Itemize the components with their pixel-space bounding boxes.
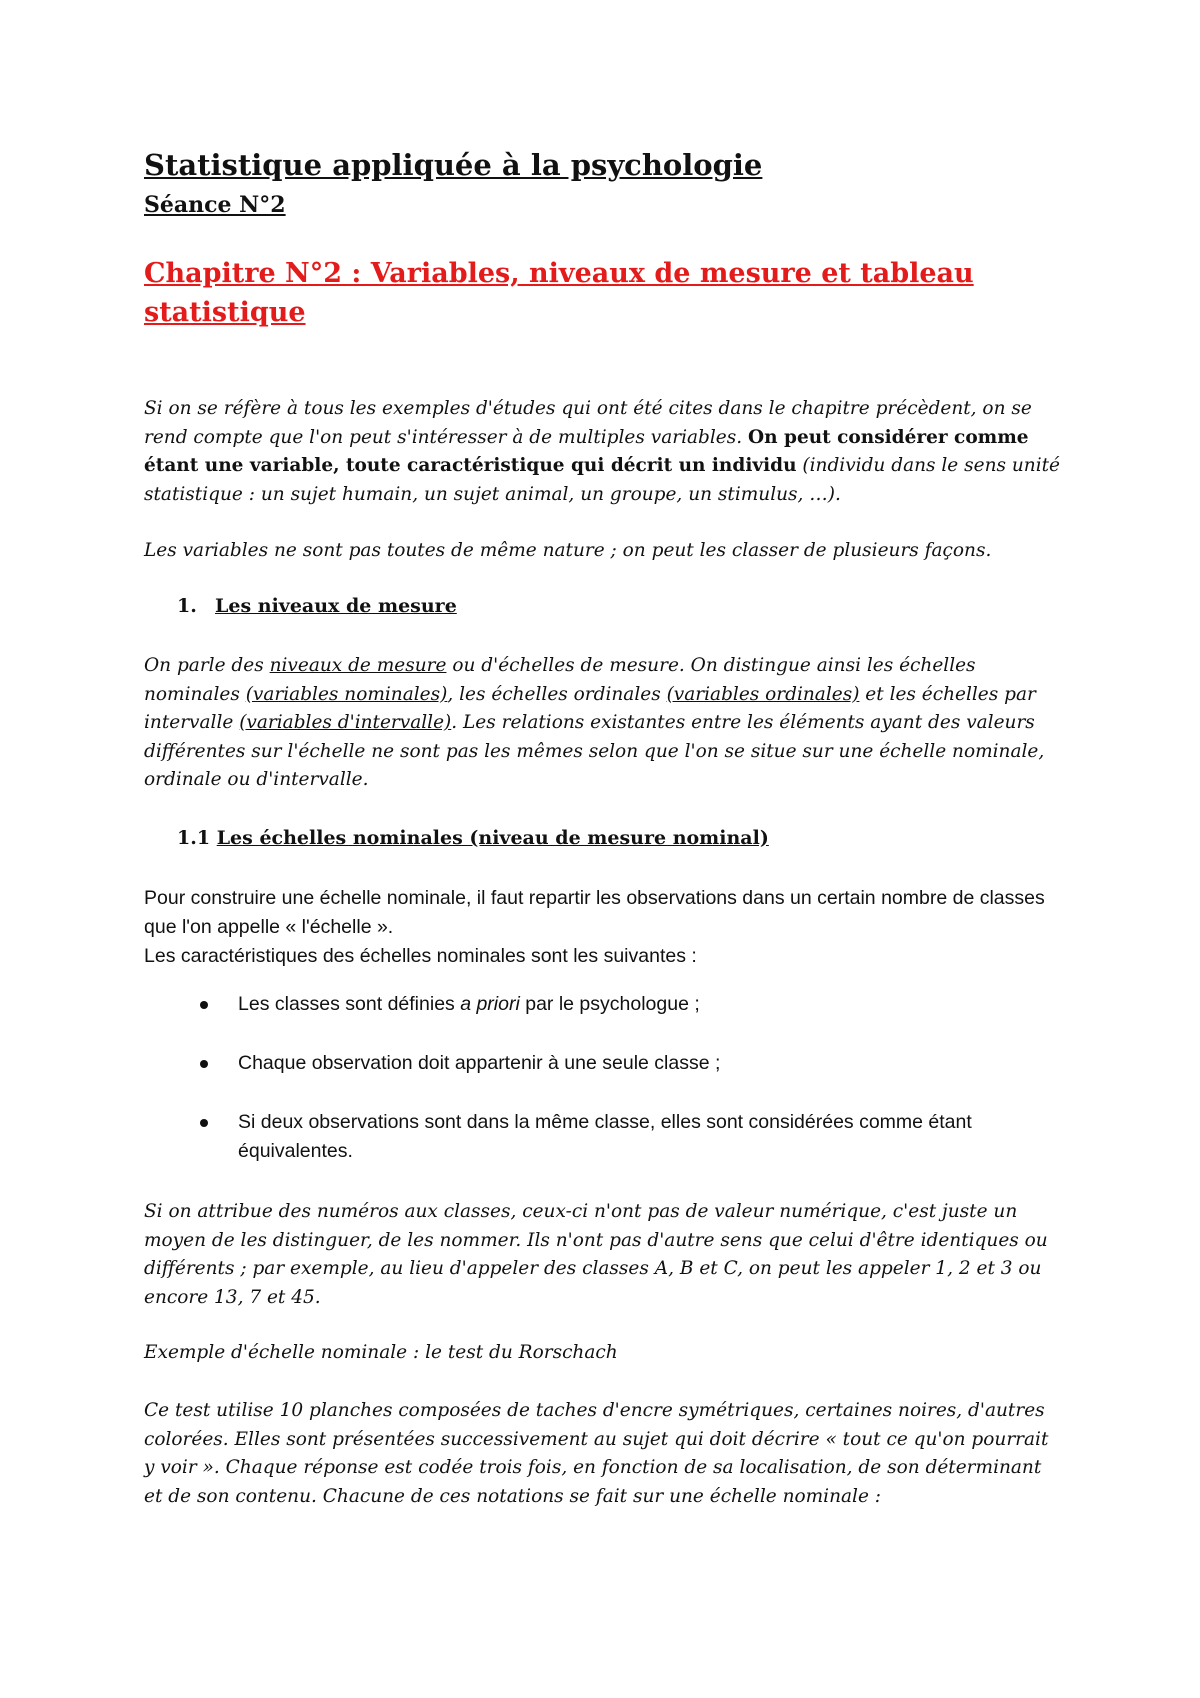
- section-1-number: 1.: [177, 595, 197, 617]
- characteristics-list: [200, 990, 1060, 1196]
- variable-definition: On peut considérer comme étant une variable, toute caractéristique qui décrit un individu: [144, 426, 1029, 476]
- list-item: [200, 1049, 1060, 1078]
- section-1-1-heading: [177, 827, 769, 849]
- bullet-icon: [200, 1060, 208, 1068]
- rorschach-example-heading: Exemple d'échelle nominale : le test du Rorschach: [144, 1342, 618, 1363]
- document-title: Statistique appliquée à la psychologie: [144, 148, 763, 182]
- nominal-term: (variables nominales): [245, 683, 448, 705]
- measurement-levels-paragraph: [144, 652, 1064, 795]
- levels-term: niveaux de mesure: [269, 655, 447, 676]
- text: On parle des: [144, 655, 270, 676]
- text: Les classes sont définies: [238, 993, 461, 1015]
- variables-nature-paragraph: Les variables ne sont pas toutes de même nature ; on peut les classer de plusieurs façons.: [144, 540, 992, 561]
- section-1-1-label: Les échelles nominales (niveau de mesure nominal): [216, 827, 769, 849]
- chapter-title: Chapitre N°2 : Variables, niveaux de mesure et tableau statistique: [144, 258, 974, 328]
- rorschach-description: Ce test utilise 10 planches composées de taches d'encre symétriques, certaines noires, d'autres colorées. Elles sont présentées successivement au sujet qui doit décrire « tout ce qu'on pourrait y voir ». Chaque réponse est codée trois fois, en fonction de sa localisation, de son déterminant et de son contenu. Chacune de ces notations se fait sur une échelle nominale :: [144, 1400, 1049, 1507]
- section-1-1-number: 1.1: [177, 827, 211, 849]
- section-1-heading: [177, 595, 457, 617]
- section-1-label: Les niveaux de mesure: [215, 595, 457, 617]
- characteristics-text: Les caractéristiques des échelles nominales sont les suivantes :: [144, 945, 697, 967]
- text: ou d'échelles de mesure. On distingue ainsi les échelles nominales: [144, 655, 976, 705]
- list-item: [200, 990, 1060, 1019]
- text: , les échelles ordinales: [447, 683, 667, 705]
- text: par le psychologue ;: [519, 993, 700, 1015]
- nominal-scale-intro: [144, 884, 1064, 971]
- ordinal-term: (variables ordinales): [666, 683, 860, 705]
- intro-text-c: (individu dans le sens unité statistique : un sujet humain, un sujet animal, un groupe, un stimulus, …).: [144, 455, 1060, 505]
- class-numbers-paragraph: Si on attribue des numéros aux classes, ceux-ci n'ont pas de valeur numérique, c'est juste un moyen de les distinguer, de les nommer. Ils n'ont pas d'autre sens que celui d'être identiques ou différents ; par exemple, au lieu d'appeler des classes A, B et C, on peut les appeler 1, 2 et 3 ou encore 13, 7 et 45.: [144, 1201, 1048, 1308]
- intro-paragraph: [144, 395, 1064, 509]
- bullet-icon: [200, 1119, 208, 1127]
- interval-term: (variables d'intervalle): [239, 712, 452, 733]
- text: . Les relations existantes entre les éléments ayant des valeurs différentes sur l'échelle ne sont pas les mêmes selon que l'on se situe sur une échelle nominale, ordinale ou d'intervalle.: [144, 712, 1045, 790]
- text: et les échelles par intervalle: [144, 683, 1036, 733]
- construction-text: Pour construire une échelle nominale, il faut repartir les observations dans un certain nombre de classes que l'on appelle « l'échelle ».: [144, 887, 1045, 938]
- text: Chaque observation doit appartenir à une seule classe ;: [238, 1052, 721, 1074]
- session-number: Séance N°2: [144, 192, 286, 218]
- a-priori-term: a priori: [460, 993, 520, 1015]
- list-item: [200, 1108, 1060, 1166]
- intro-text-a: Si on se réfère à tous les exemples d'études qui ont été cites dans le chapitre précèdent, on se rend compte que l'on peut s'intéresser à de multiples variables.: [144, 398, 1032, 448]
- bullet-icon: [200, 1001, 208, 1009]
- text: Si deux observations sont dans la même classe, elles sont considérées comme étant équivalentes.: [238, 1111, 972, 1162]
